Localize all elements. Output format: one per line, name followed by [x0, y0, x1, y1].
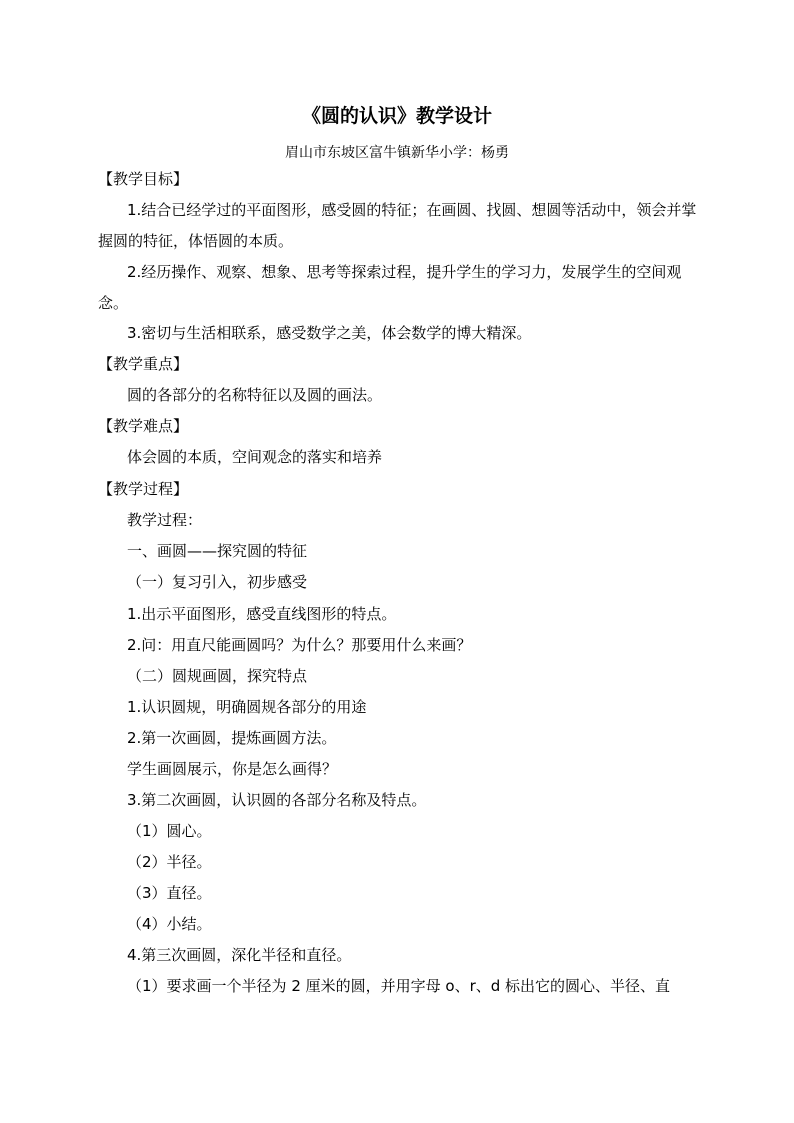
- part-1-subheading-1: （一）复习引入，初步感受: [127, 573, 308, 591]
- objectives-heading: 【教学目标】: [98, 170, 189, 188]
- list-item-diameter: （3）直径。: [127, 884, 212, 902]
- list-item-radius: （2）半径。: [127, 853, 212, 871]
- step-2-3: 3.第二次画圆，认识圆的各部分名称及特点。: [127, 791, 427, 809]
- objective-1: 1.结合已经学过的平面图形，感受圆的特征；在画圆、找圆、想圆等活动中，领会并掌握圆的特征，体悟圆的本质。: [98, 201, 697, 250]
- step-2-2: 2.第一次画圆，提炼画圆方法。: [127, 729, 337, 747]
- step-2-1: 1.认识圆规，明确圆规各部分的用途: [127, 698, 367, 716]
- process-heading: 【教学过程】: [98, 480, 189, 498]
- document-author: 眉山市东坡区富牛镇新华小学：杨勇: [285, 145, 509, 161]
- step-2-2-note: 学生画圆展示，你是怎么画得？: [127, 760, 338, 778]
- process-intro: 教学过程：: [127, 511, 203, 529]
- step-1-2: 2.问：用直尺能画圆吗？为什么？那要用什么来画？: [127, 636, 472, 654]
- part-1-subheading-2: （二）圆规画圆，探究特点: [127, 667, 308, 685]
- step-1-1: 1.出示平面图形，感受直线图形的特点。: [127, 605, 397, 623]
- key-points: 圆的各部分的名称特征以及圆的画法。: [127, 386, 383, 404]
- difficulties-heading: 【教学难点】: [98, 417, 189, 435]
- step-2-4: 4.第三次画圆，深化半径和直径。: [127, 946, 352, 964]
- part-1-heading: 一、画圆——探究圆的特征: [127, 542, 308, 560]
- step-2-4-item-1: （1）要求画一个半径为 2 厘米的圆，并用字母 o、r、d 标出它的圆心、半径、直: [127, 977, 671, 995]
- document-title: 《圆的认识》教学设计: [301, 105, 492, 127]
- key-points-heading: 【教学重点】: [98, 355, 189, 373]
- objective-2: 2.经历操作、观察、想象、思考等探索过程，提升学生的学习力，发展学生的空间观念。: [98, 263, 682, 312]
- list-item-summary: （4）小结。: [127, 915, 212, 933]
- objective-3: 3.密切与生活相联系，感受数学之美，体会数学的博大精深。: [127, 324, 532, 342]
- difficulties: 体会圆的本质，空间观念的落实和培养: [127, 448, 383, 466]
- list-item-center: （1）圆心。: [127, 822, 212, 840]
